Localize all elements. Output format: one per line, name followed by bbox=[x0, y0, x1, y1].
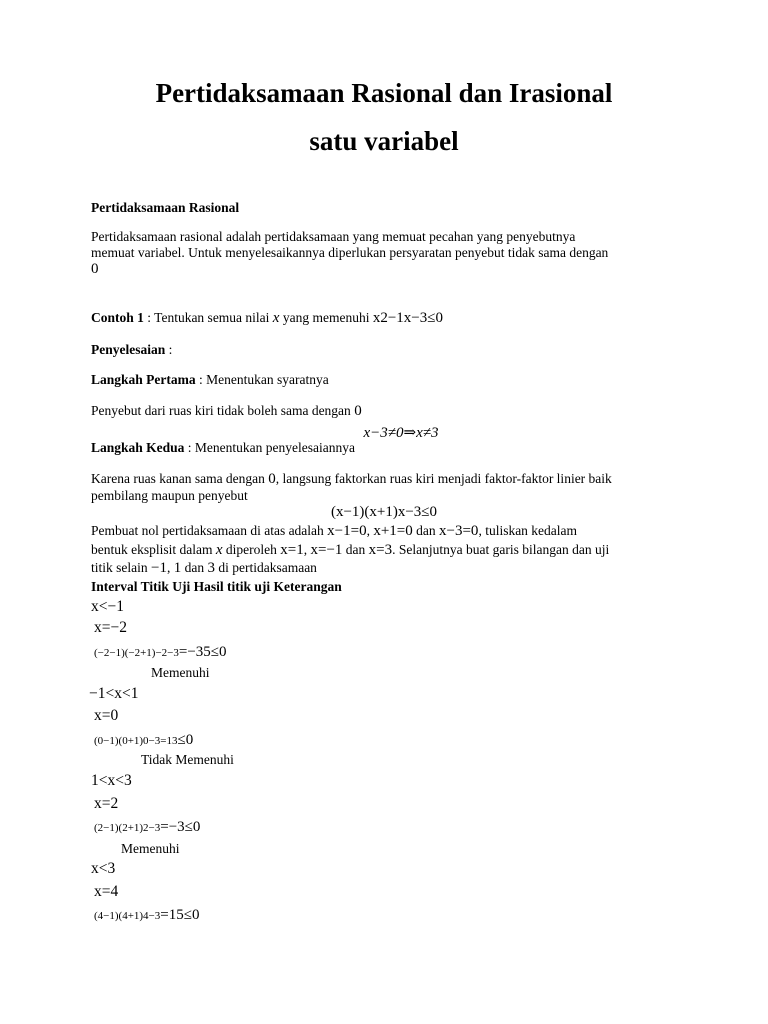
test-calc-2 bbox=[94, 731, 193, 749]
note-3: Memenuhi bbox=[121, 841, 180, 856]
zero-and-3: dan bbox=[181, 560, 208, 575]
step-2-expression: (x−1)(x+1)x−3≤0 bbox=[330, 504, 438, 520]
zero-line-1 bbox=[91, 523, 577, 540]
test-calc-4-expr: (4−1)(4+1)4−3 bbox=[94, 910, 161, 922]
test-point-4: x=4 bbox=[94, 883, 119, 900]
zero-x: x bbox=[215, 542, 223, 558]
zero-expr-2: x+1=0 bbox=[373, 523, 413, 539]
zero-number-1: −1 bbox=[151, 560, 167, 576]
test-result-3: =−3≤0 bbox=[160, 819, 201, 835]
table-header: Interval Titik Uji Hasil titik uji Keterangan bbox=[91, 579, 342, 594]
example-expression: x2−1x−3≤0 bbox=[372, 310, 443, 326]
note-2: Tidak Memenuhi bbox=[141, 752, 234, 767]
zero-line-3a: titik selain bbox=[91, 560, 151, 575]
interval-3: 1<x<3 bbox=[91, 772, 132, 789]
example-label: Contoh 1 bbox=[91, 310, 144, 325]
step-2-line-1b: 0 bbox=[268, 471, 276, 487]
zero-expr-1: x−1=0 bbox=[327, 523, 367, 539]
step-1-text: : Menentukan syaratnya bbox=[195, 372, 329, 387]
zero-number-3: 3 bbox=[207, 560, 215, 576]
zero-line-2b: diperoleh bbox=[222, 542, 281, 557]
test-point-3: x=2 bbox=[94, 795, 119, 812]
step-1-zero: 0 bbox=[354, 403, 362, 419]
test-calc-3 bbox=[94, 818, 200, 836]
zero-line-3b: di pertidaksamaan bbox=[214, 560, 317, 575]
step-1-heading bbox=[91, 372, 329, 388]
test-calc-1-expr: (−2−1)(−2+1)−2−3 bbox=[94, 647, 179, 659]
example-text: : Tentukan semua nilai bbox=[143, 310, 273, 325]
step-2-line-1a: Karena ruas kanan sama dengan bbox=[91, 471, 269, 486]
step-1-label: Langkah Pertama bbox=[91, 372, 196, 387]
example-var: x bbox=[272, 310, 280, 326]
test-calc-2-expr: (0−1)(0+1)0−3=13 bbox=[94, 735, 178, 747]
step-2-heading bbox=[91, 440, 355, 456]
title-line-2: satu variabel bbox=[309, 126, 459, 156]
zero-sep-3: , bbox=[166, 560, 174, 575]
step-2-line-1 bbox=[91, 471, 612, 488]
test-result-2: ≤0 bbox=[177, 732, 194, 748]
step-1-desc-text: Penyebut dari ruas kiri tidak boleh sama dengan bbox=[91, 403, 355, 418]
solution-label: Penyelesaian bbox=[91, 342, 166, 357]
test-calc-4 bbox=[94, 906, 199, 924]
zero-line-1a: Pembuat nol pertidaksamaan di atas adalah bbox=[91, 523, 328, 538]
zero-sep-2: , bbox=[303, 542, 311, 557]
zero-line-2 bbox=[91, 542, 609, 559]
step-1-expression: x−3≠0⇒x≠3 bbox=[363, 425, 439, 441]
zero-value-2: x=−1 bbox=[310, 542, 343, 558]
example-line bbox=[91, 310, 443, 327]
note-1: Memenuhi bbox=[151, 665, 210, 680]
intro-line-3: 0 bbox=[91, 261, 99, 277]
zero-number-2: 1 bbox=[173, 560, 182, 576]
intro-line-1: Pertidaksamaan rasional adalah pertidaksamaan yang memuat pecahan yang penyebutnya bbox=[91, 229, 576, 244]
interval-2: −1<x<1 bbox=[89, 685, 139, 702]
test-result-4: =15≤0 bbox=[160, 907, 200, 923]
step-2-line-1c: , langsung faktorkan ruas kiri menjadi faktor-faktor linier baik bbox=[275, 471, 612, 486]
zero-line-3 bbox=[91, 560, 317, 577]
test-result-1: =−35≤0 bbox=[178, 644, 227, 660]
solution-colon: : bbox=[165, 342, 173, 357]
intro-line-2: memuat variabel. Untuk menyelesaikannya diperlukan persyaratan penyebut tidak sama dengan bbox=[91, 245, 609, 260]
step-2-label: Langkah Kedua bbox=[91, 440, 185, 455]
step-1-description bbox=[91, 403, 362, 420]
zero-and-1: dan bbox=[412, 523, 440, 538]
zero-value-3: x=3 bbox=[368, 542, 393, 558]
zero-line-1b: , tuliskan kedalam bbox=[478, 523, 578, 538]
example-text-2: yang memenuhi bbox=[279, 310, 373, 325]
zero-expr-3: x−3=0 bbox=[439, 523, 479, 539]
test-point-1: x=−2 bbox=[94, 619, 127, 636]
zero-and-2: dan bbox=[342, 542, 369, 557]
zero-sep-1: , bbox=[366, 523, 374, 538]
zero-value-1: x=1 bbox=[280, 542, 304, 558]
step-2-line-2: pembilang maupun penyebut bbox=[91, 488, 248, 503]
interval-4: x<3 bbox=[91, 860, 116, 877]
interval-1: x<−1 bbox=[91, 598, 124, 615]
zero-line-2c: . Selanjutnya buat garis bilangan dan uji bbox=[392, 542, 610, 557]
title-line-1: Pertidaksamaan Rasional dan Irasional bbox=[155, 78, 613, 108]
solution-heading bbox=[91, 342, 172, 358]
section-heading: Pertidaksamaan Rasional bbox=[91, 200, 240, 215]
test-point-2: x=0 bbox=[94, 707, 119, 724]
step-2-text: : Menentukan penyelesaiannya bbox=[184, 440, 355, 455]
zero-line-2a: bentuk eksplisit dalam bbox=[91, 542, 216, 557]
test-calc-3-expr: (2−1)(2+1)2−3 bbox=[94, 822, 161, 834]
test-calc-1 bbox=[94, 643, 227, 661]
